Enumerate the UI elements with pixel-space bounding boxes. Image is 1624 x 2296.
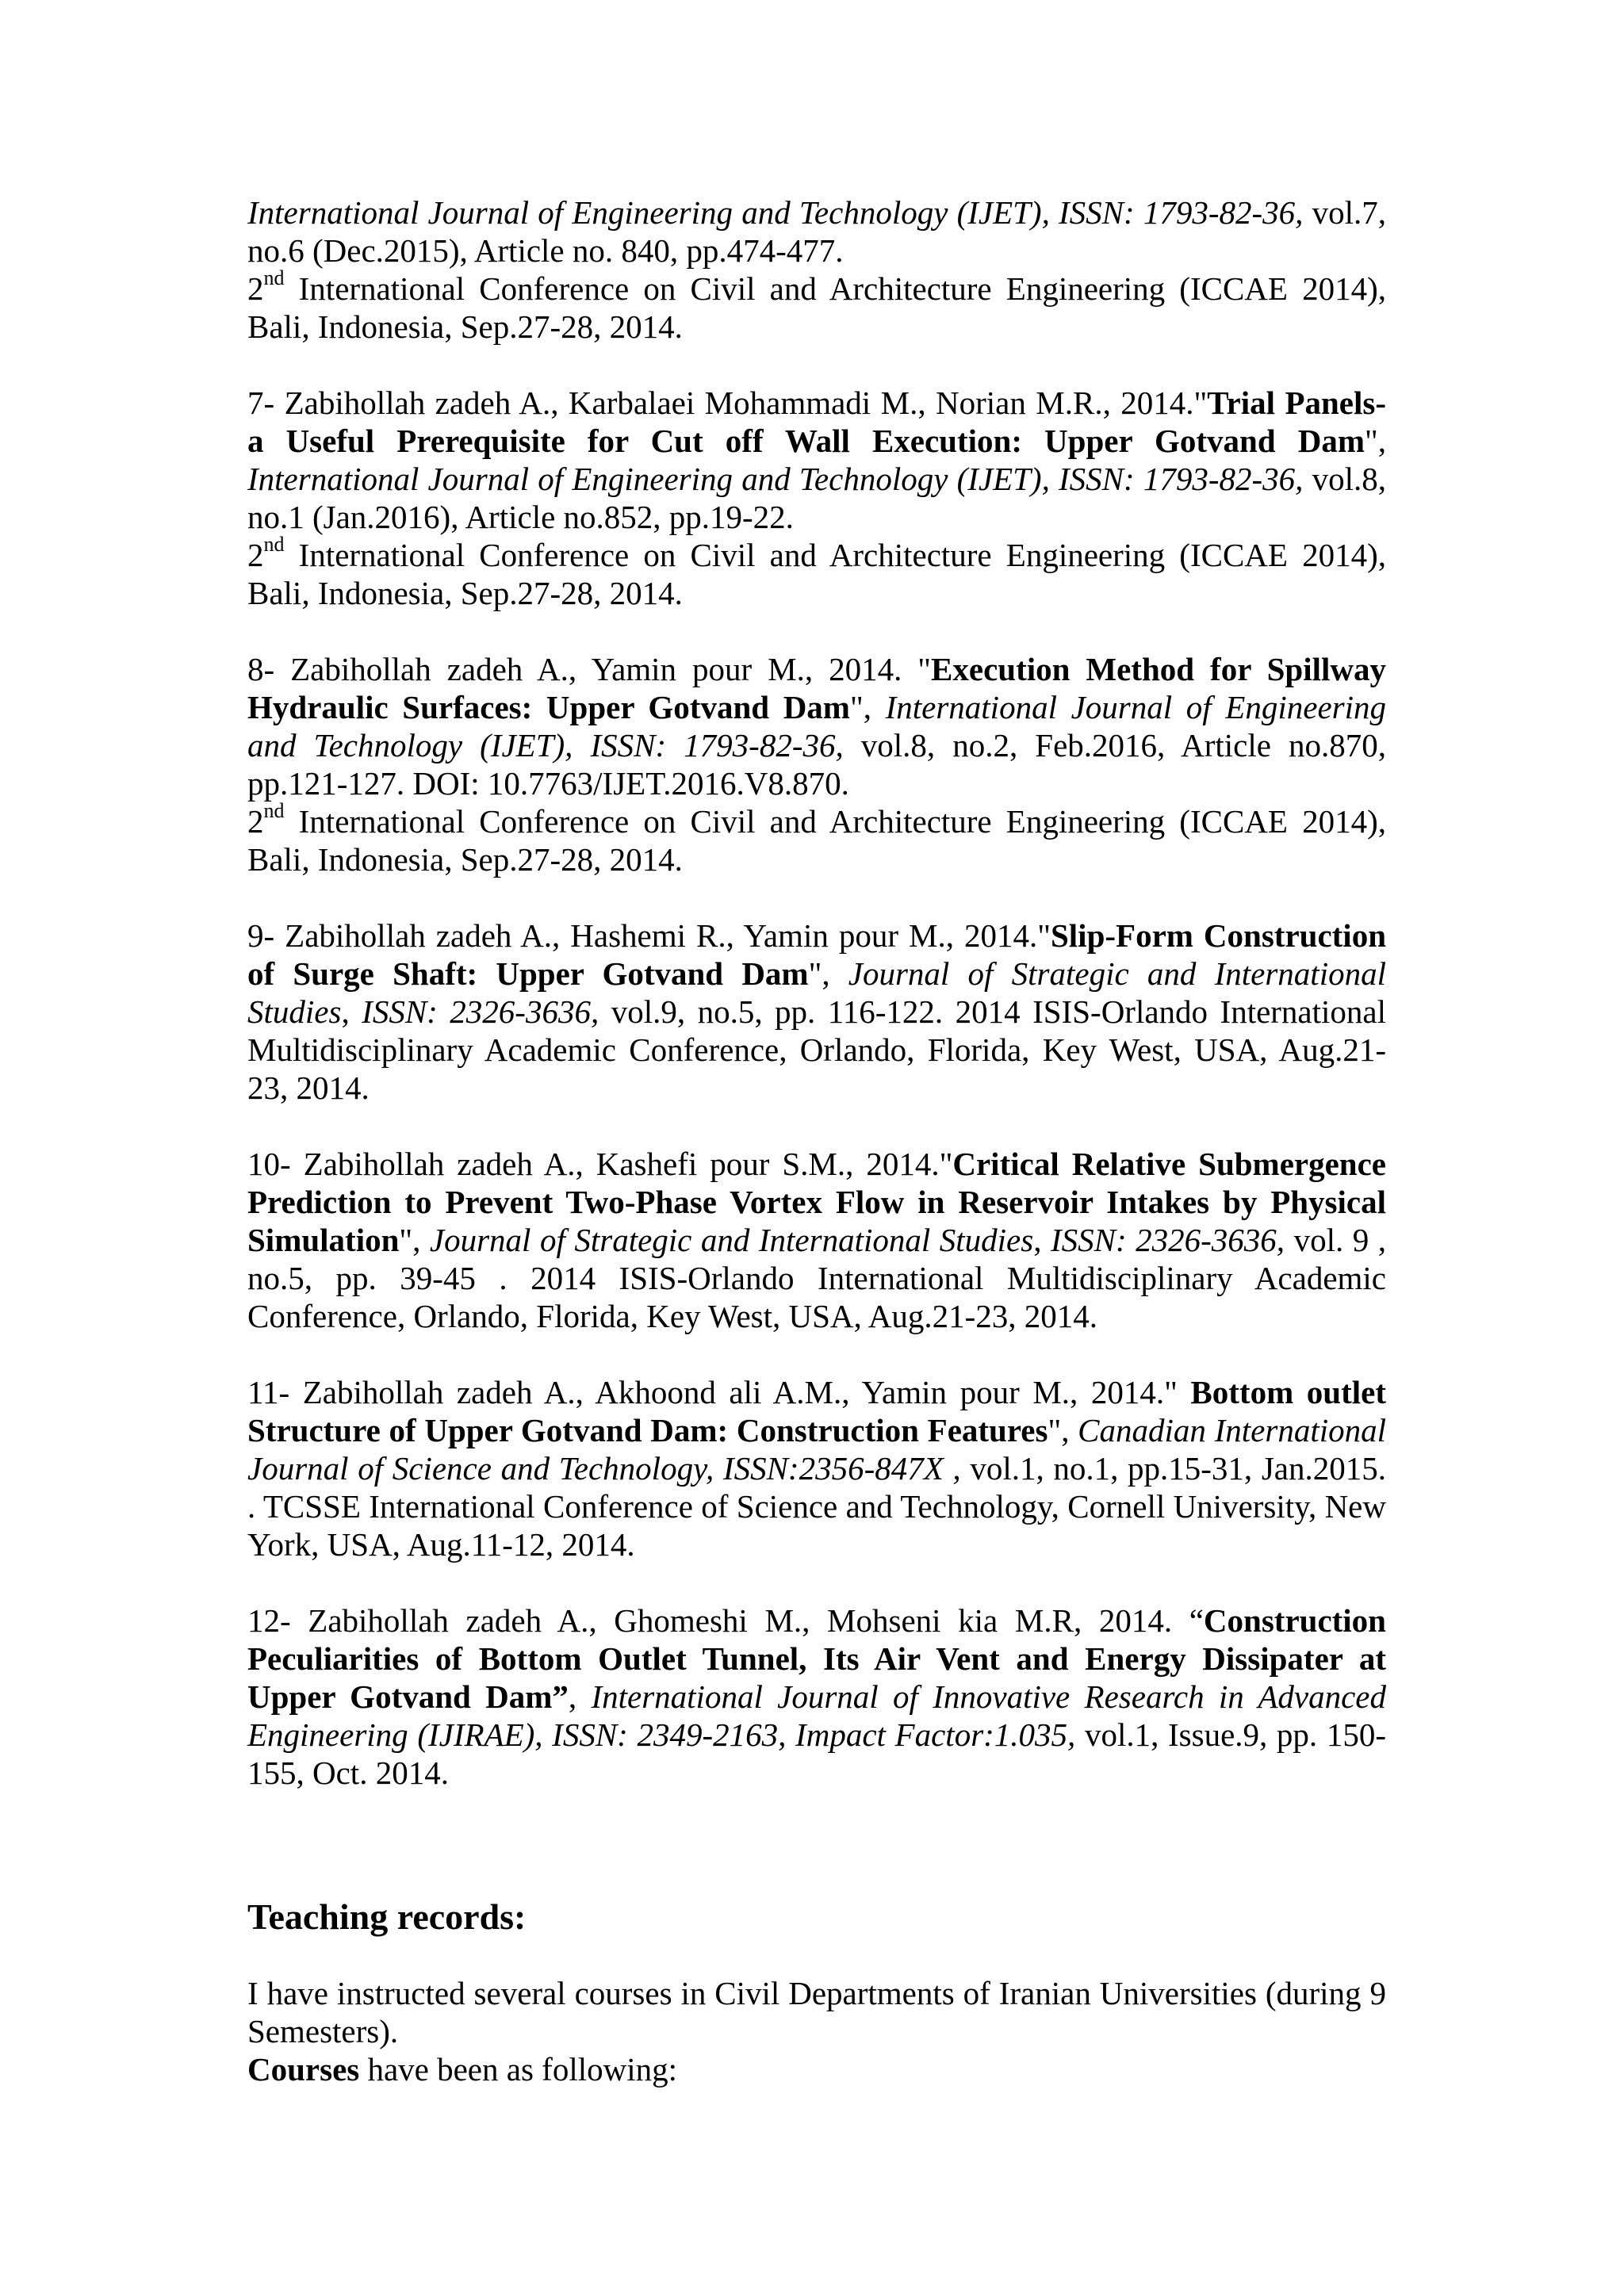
paper-title: Slip-Form Construction of Surge Shaft: Upper Gotvand Dam [247, 917, 1386, 992]
authors: 8- Zabihollah zadeh A., Yamin pour M., 2014. " [247, 651, 932, 687]
citation-details: vol.1, Issue.9, pp. 150-155, Oct. 2014. [247, 1716, 1386, 1791]
publication-entry-6-tail [247, 193, 1386, 346]
conference-line: 2nd International Conference on Civil and Architecture Engineering (ICCAE 2014), Bali, Indonesia, Sep.27-28, 2014. [247, 533, 1386, 611]
authors: 11- Zabihollah zadeh A., Akhoond ali A.M., Yamin pour M., 2014." [247, 1374, 1191, 1410]
authors: 12- Zabihollah zadeh A., Ghomeshi M., Mohseni kia M.R, 2014. “ [247, 1602, 1204, 1639]
conference-line: 2nd International Conference on Civil and Architecture Engineering (ICCAE 2014), Bali, Indonesia, Sep.27-28, 2014. [247, 266, 1386, 345]
publication-entry-7 [247, 384, 1386, 612]
publication-entry-9 [247, 916, 1386, 1107]
paper-title: Bottom outlet Structure of Upper Gotvand Dam: Construction Features [247, 1374, 1386, 1448]
citation-details: vol. 9 , no.5, pp. 39-45 . 2014 ISIS-Orlando International Multidisciplinary Academic Conference, Orlando, Florida, Key West, USA, Aug.21-23, 2014. [247, 1222, 1386, 1334]
entry-10-citation: 10- Zabihollah zadeh A., Kashefi pour S.M., 2014."Critical Relative Submergence Prediction to Prevent Two-Phase Vortex Flow in Reservoir Intakes by Physical Simulation", Journal of Strategic and International Studies, ISSN: 2326-3636, vol. 9 , no.5, pp. 39-45 . 2014 ISIS-Orlando International Multidisciplinary Academic Conference, Orlando, Florida, Key West, USA, Aug.21-23, 2014. [247, 1146, 1387, 1334]
citation-details: vol.7, no.6 (Dec.2015), Article no. 840, pp.474-477. [247, 194, 1386, 269]
courses-label: Courses [247, 2051, 360, 2087]
teaching-section [247, 1974, 1386, 2088]
authors: 9- Zabihollah zadeh A., Hashemi R., Yamin pour M., 2014." [247, 917, 1051, 954]
paper-title: Execution Method for Spillway Hydraulic Surfaces: Upper Gotvand Dam [247, 651, 1387, 725]
paper-title: Trial Panels- a Useful Prerequisite for Cut off Wall Execution: Upper Gotvand Dam [247, 385, 1387, 459]
journal-name: International Journal of Engineering and Technology (IJET), ISSN: 1793-82-36, [247, 689, 1386, 763]
publication-entry-12 [247, 1601, 1386, 1792]
publication-entry-11 [247, 1373, 1386, 1563]
section-heading-teaching: Teaching records: [247, 1896, 527, 1937]
journal-name: International Journal of Innovative Research in Advanced Engineering (IJIRAE), ISSN: 2349-2163, Impact Factor:1.035, [247, 1678, 1386, 1753]
conference-line: 2nd International Conference on Civil and Architecture Engineering (ICCAE 2014), Bali, Indonesia, Sep.27-28, 2014. [247, 799, 1386, 878]
entry-12-citation: 12- Zabihollah zadeh A., Ghomeshi M., Mohseni kia M.R, 2014. “Construction Peculiarities of Bottom Outlet Tunnel, Its Air Vent and Energy Dissipater at Upper Gotvand Dam”, International Journal of Innovative Research in Advanced Engineering (IJIRAE), ISSN: 2349-2163, Impact Factor:1.035, vol.1, Issue.9, pp. 150-155, Oct. 2014. [247, 1602, 1386, 1791]
authors: 7- Zabihollah zadeh A., Karbalaei Mohammadi M., Norian M.R., 2014." [247, 385, 1208, 421]
issn: ISSN: 2326-3636, [1050, 1222, 1285, 1258]
journal-name: International Journal of Engineering and Technology (IJET), ISSN: 1793-82-36, [247, 194, 1304, 231]
citation-details: vol.8, no.1 (Jan.2016), Article no.852, pp.19-22. [247, 461, 1386, 535]
teaching-intro: I have instructed several courses in Civil Departments of Iranian Universities (during 9 Semesters). [247, 1975, 1386, 2049]
citation-details: vol.8, no.2, Feb.2016, Article no.870, pp.121-127. DOI: 10.7763/IJET.2016.V8.870. [247, 727, 1386, 802]
issn: ISSN: 2326-3636, [362, 993, 599, 1030]
publication-entry-10 [247, 1145, 1386, 1335]
entry-11-citation: 11- Zabihollah zadeh A., Akhoond ali A.M., Yamin pour M., 2014." Bottom outlet Structure of Upper Gotvand Dam: Construction Features", Canadian International Journal of Science and Technology, ISSN:2356-847X , vol.1, no.1, pp.15-31, Jan.2015. . TCSSE International Conference of Science and Technology, Cornell University, New York, USA, Aug.11-12, 2014. [247, 1374, 1386, 1563]
journal-name: Canadian International Journal of Science and Technology, ISSN:2356-847X , [247, 1412, 1386, 1487]
journal-name: Journal of Strategic and International Studies [429, 1222, 1034, 1258]
journal-name: Journal of Strategic and International Studies [247, 955, 1386, 1030]
document-page [247, 193, 1387, 2087]
journal-name: International Journal of Engineering and Technology (IJET), ISSN: 1793-82-36, [247, 461, 1304, 497]
citation-details: vol.9, no.5, pp. 116-122. 2014 ISIS-Orlando International Multidisciplinary Academic Conference, Orlando, Florida, Key West, USA, Aug.21-23, 2014. [247, 993, 1387, 1106]
citation-details: vol.1, no.1, pp.15-31, Jan.2015. . TCSSE International Conference of Science and Technology, Cornell University, New York, USA, Aug.11-12, 2014. [247, 1450, 1386, 1563]
entry-7-citation: 7- Zabihollah zadeh A., Karbalaei Mohammadi M., Norian M.R., 2014."Trial Panels- a Useful Prerequisite for Cut off Wall Execution: Upper Gotvand Dam", International Journal of Engineering and Technology (IJET), ISSN: 1793-82-36, vol.8, no.1 (Jan.2016), Article no.852, pp.19-22. [247, 385, 1387, 535]
authors: 10- Zabihollah zadeh A., Kashefi pour S.M., 2014." [247, 1146, 953, 1182]
entry-6-citation [247, 193, 1386, 270]
publication-entry-8 [247, 650, 1386, 878]
paper-title: Construction Peculiarities of Bottom Outlet Tunnel, Its Air Vent and Energy Dissipater at Upper Gotvand Dam” [247, 1602, 1386, 1715]
entry-8-citation: 8- Zabihollah zadeh A., Yamin pour M., 2014. "Execution Method for Spillway Hydraulic Surfaces: Upper Gotvand Dam", International Journal of Engineering and Technology (IJET), ISSN: 1793-82-36, vol.8, no.2, Feb.2016, Article no.870, pp.121-127. DOI: 10.7763/IJET.2016.V8.870. [247, 651, 1387, 802]
paper-title: Critical Relative Submergence Prediction to Prevent Two-Phase Vortex Flow in Reservoir Intakes by Physical Simulation [247, 1146, 1387, 1258]
courses-line: Courses have been as following: [247, 2051, 677, 2087]
entry-9-citation: 9- Zabihollah zadeh A., Hashemi R., Yamin pour M., 2014."Slip-Form Construction of Surge Shaft: Upper Gotvand Dam", Journal of Strategic and International Studies, ISSN: 2326-3636, vol.9, no.5, pp. 116-122. 2014 ISIS-Orlando International Multidisciplinary Academic Conference, Orlando, Florida, Key West, USA, Aug.21-23, 2014. [247, 917, 1387, 1106]
